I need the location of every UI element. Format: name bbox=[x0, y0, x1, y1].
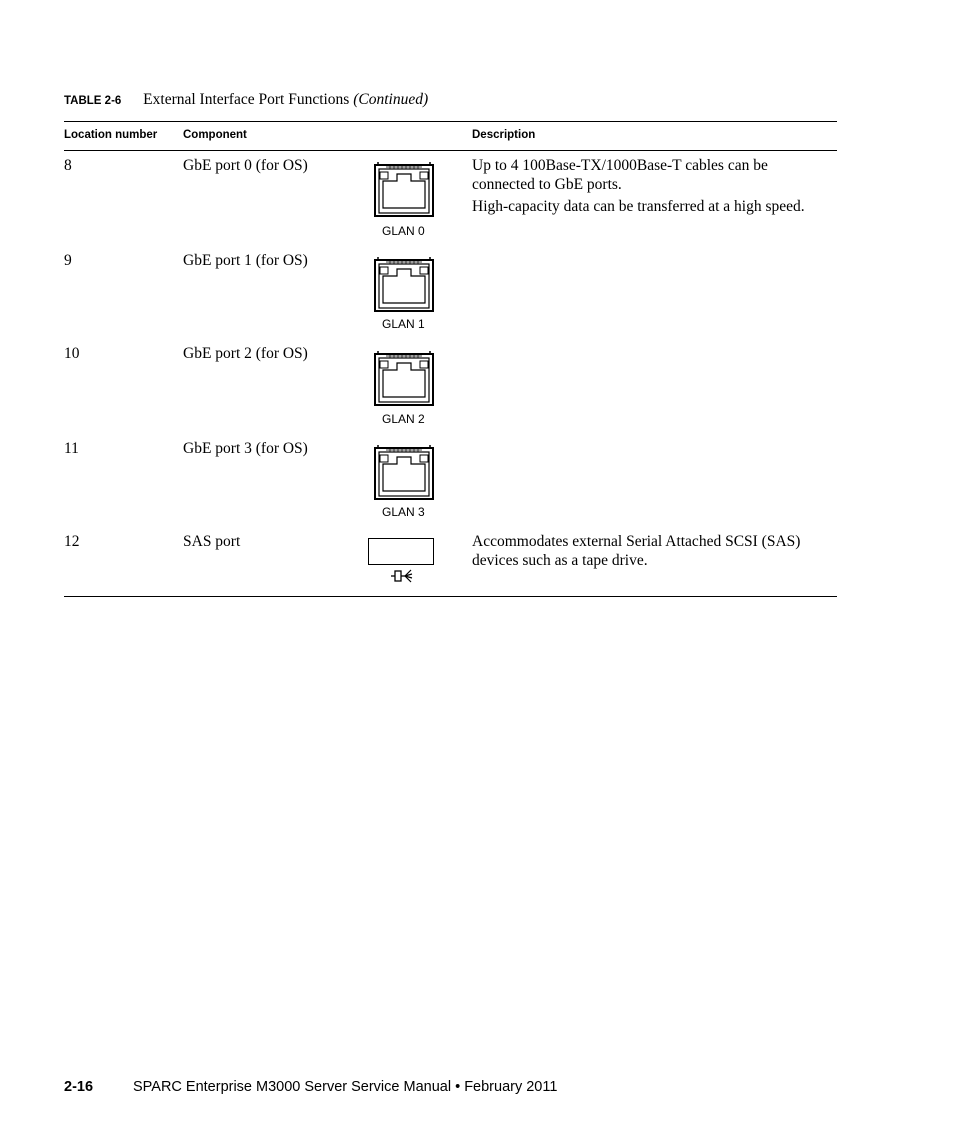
table-caption bbox=[64, 91, 428, 109]
row-8-description bbox=[472, 156, 832, 219]
table-title: External Interface Port Functions bbox=[143, 91, 350, 108]
rj45-port-icon bbox=[374, 161, 434, 217]
header-component: Component bbox=[183, 129, 247, 141]
rj45-port-icon bbox=[374, 350, 434, 406]
row-10-location: 10 bbox=[64, 345, 80, 362]
port-label-glan3: GLAN 3 bbox=[382, 505, 425, 519]
row-12-description bbox=[472, 532, 832, 573]
table-tag: TABLE 2-6 bbox=[64, 95, 122, 107]
port-label-glan2: GLAN 2 bbox=[382, 412, 425, 426]
row-12-location: 12 bbox=[64, 533, 80, 550]
table-top-rule bbox=[64, 121, 837, 122]
row-12-component: SAS port bbox=[183, 533, 241, 550]
row-10-component: GbE port 2 (for OS) bbox=[183, 345, 308, 362]
page-number: 2-16 bbox=[64, 1079, 94, 1095]
row-11-component: GbE port 3 (for OS) bbox=[183, 440, 308, 457]
table-continued: (Continued) bbox=[353, 91, 429, 108]
row-11-location: 11 bbox=[64, 440, 79, 457]
rj45-port-icon bbox=[374, 256, 434, 312]
table-bottom-rule bbox=[64, 596, 837, 597]
header-rule bbox=[64, 150, 837, 151]
row-9-component: GbE port 1 (for OS) bbox=[183, 252, 308, 269]
description-line: Up to 4 100Base-TX/1000Base-T cables can be connected to GbE ports. bbox=[472, 157, 768, 193]
sas-connector bbox=[368, 538, 434, 565]
rj45-port-icon bbox=[374, 444, 434, 500]
description-line: High-capacity data can be transferred at a high speed. bbox=[472, 198, 805, 215]
sas-connector-icon bbox=[391, 568, 413, 584]
description-line: Accommodates external Serial Attached SCSI (SAS) devices such as a tape drive. bbox=[472, 533, 801, 569]
footer-title: SPARC Enterprise M3000 Server Service Manual • February 2011 bbox=[133, 1079, 558, 1095]
row-8-location: 8 bbox=[64, 157, 72, 174]
port-label-glan1: GLAN 1 bbox=[382, 317, 425, 331]
row-9-location: 9 bbox=[64, 252, 72, 269]
header-description: Description bbox=[472, 129, 536, 141]
port-label-glan0: GLAN 0 bbox=[382, 224, 425, 238]
row-8-component: GbE port 0 (for OS) bbox=[183, 157, 308, 174]
header-location: Location number bbox=[64, 129, 158, 141]
